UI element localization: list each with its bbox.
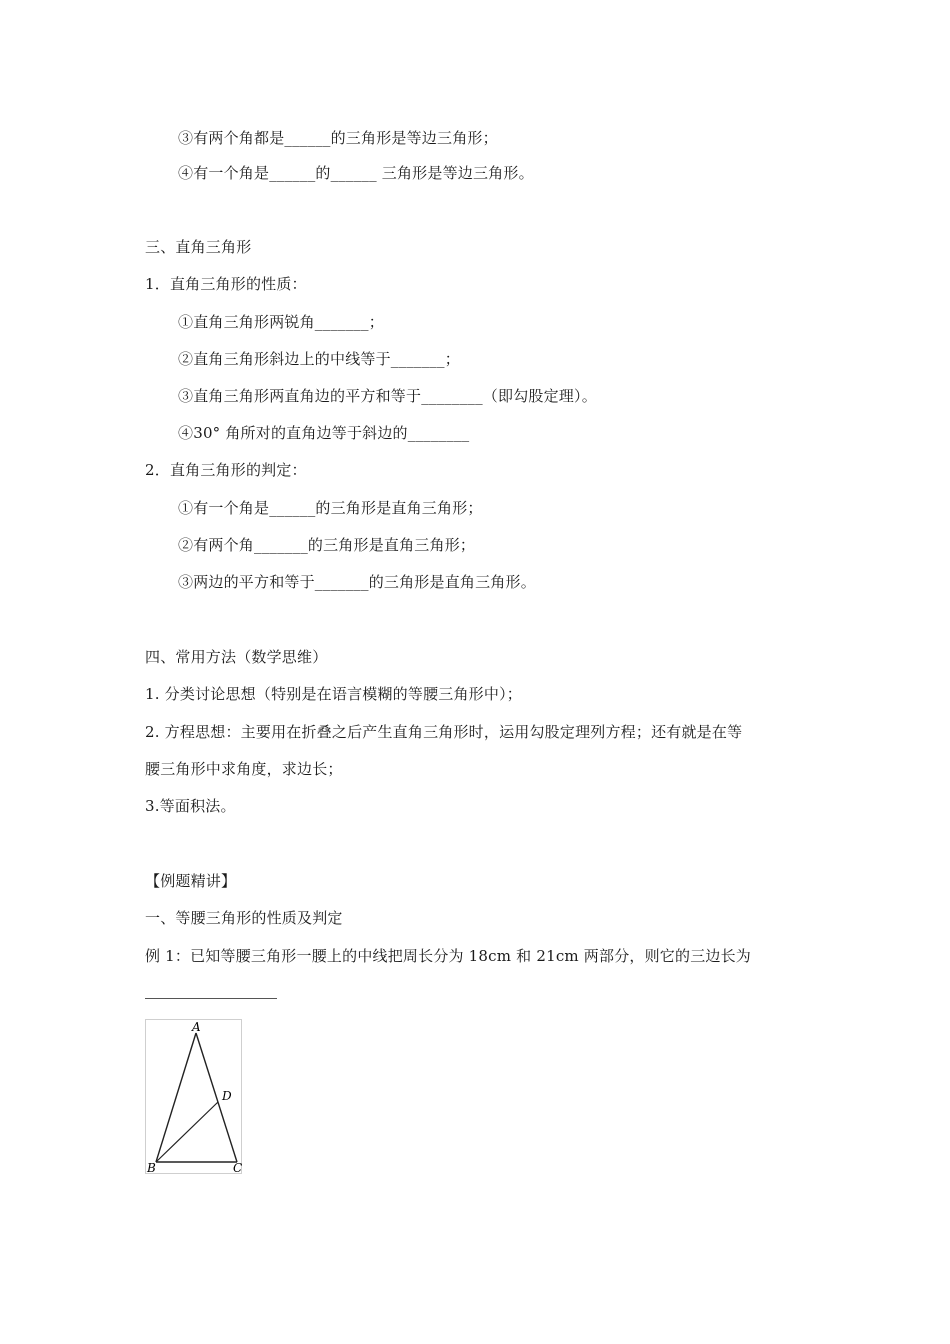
criterion-3: ③两边的平方和等于_______的三角形是直角三角形。 <box>178 573 536 591</box>
vertex-label-c: C <box>233 1161 243 1175</box>
subheading-properties: 1．直角三角形的性质： <box>145 275 307 293</box>
criterion-1: ①有一个角是______的三角形是直角三角形； <box>178 499 483 517</box>
triangle-diagram <box>146 1020 241 1173</box>
method-2-continued: 腰三角形中求角度，求边长； <box>145 760 343 778</box>
method-3: 3.等面积法。 <box>145 797 236 815</box>
section-heading-examples: 【例题精讲】 <box>145 872 237 890</box>
equilateral-criterion-3: ③有两个角都是______的三角形是等边三角形； <box>178 129 498 147</box>
property-1: ①直角三角形两锐角_______； <box>178 313 384 331</box>
vertex-label-a: A <box>192 1020 201 1034</box>
method-2: 2. 方程思想：主要用在折叠之后产生直角三角形时，运用勾股定理列方程；还有就是在等 <box>145 723 743 741</box>
subheading-isosceles: 一、等腰三角形的性质及判定 <box>145 909 343 927</box>
answer-blank-line <box>145 998 277 999</box>
property-4: ④30° 角所对的直角边等于斜边的________ <box>178 424 470 442</box>
point-label-d: D <box>222 1089 232 1103</box>
vertex-label-b: B <box>147 1161 156 1175</box>
criterion-2: ②有两个角_______的三角形是直角三角形； <box>178 536 476 554</box>
section-heading-methods: 四、常用方法（数学思维） <box>145 648 328 666</box>
equilateral-criterion-4: ④有一个角是______的______ 三角形是等边三角形。 <box>178 164 534 182</box>
triangle-figure <box>145 1019 242 1174</box>
subheading-criteria: 2．直角三角形的判定： <box>145 461 307 479</box>
method-1: 1. 分类讨论思想（特别是在语言模糊的等腰三角形中）； <box>145 685 522 703</box>
example-1-question: 例 1：已知等腰三角形一腰上的中线把周长分为 18cm 和 21cm 两部分，则它的三边长为 <box>145 947 752 965</box>
property-2: ②直角三角形斜边上的中线等于_______； <box>178 350 460 368</box>
section-heading-right-triangle: 三、直角三角形 <box>145 238 252 256</box>
property-3: ③直角三角形两直角边的平方和等于________（即勾股定理）。 <box>178 387 597 405</box>
